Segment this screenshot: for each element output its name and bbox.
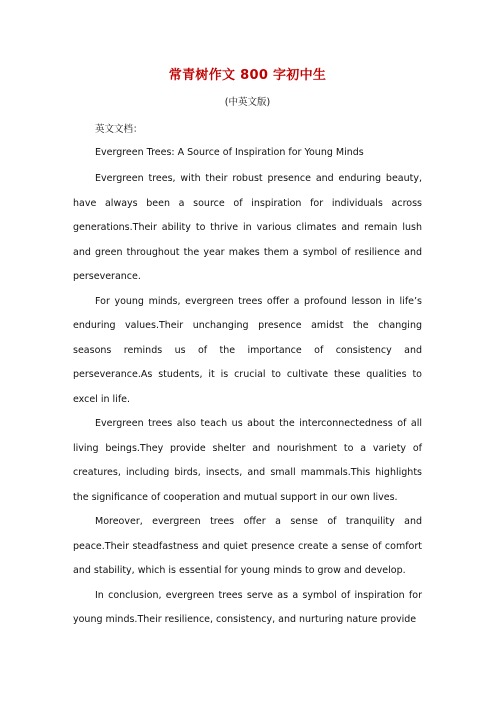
paragraph: For young minds, evergreen trees offer a profound lesson in life’s enduring values.Their unchanging presence amidst the changing seasons reminds us of the importance of consistency and perseverance.As students, it is crucial to cultivate these qualities to excel in life. — [73, 295, 422, 405]
essay-title: Evergreen Trees: A Source of Inspiration for Young Minds — [95, 147, 364, 158]
paragraph: In conclusion, evergreen trees serve as a symbol of inspiration for young minds.Their resilience, consistency, and nurturing nature provide — [73, 589, 422, 625]
document-title: 常青树作文 800 字初中生 — [168, 68, 327, 83]
paragraph: Evergreen trees also teach us about the interconnectedness of all living beings.They provide shelter and nourishment to a variety of creatures, including birds, insects, and small mammals.This highlights the significance of cooperation and mutual support in our own lives. — [73, 418, 422, 503]
essay-body — [73, 167, 422, 633]
section-label: 英文文档： — [95, 124, 143, 135]
document-subtitle: (中英文版) — [224, 97, 271, 108]
paragraph: Moreover, evergreen trees offer a sense of tranquility and peace.Their steadfastness and quiet presence create a sense of comfort and stability, which is essential for young minds to grow and develop. — [73, 516, 422, 576]
paragraph: Evergreen trees, with their robust presence and enduring beauty, have always been a source of inspiration for individuals across generations.Their ability to thrive in various climates and remain lush and green throughout the year makes them a symbol of resilience and perseverance. — [73, 173, 422, 282]
